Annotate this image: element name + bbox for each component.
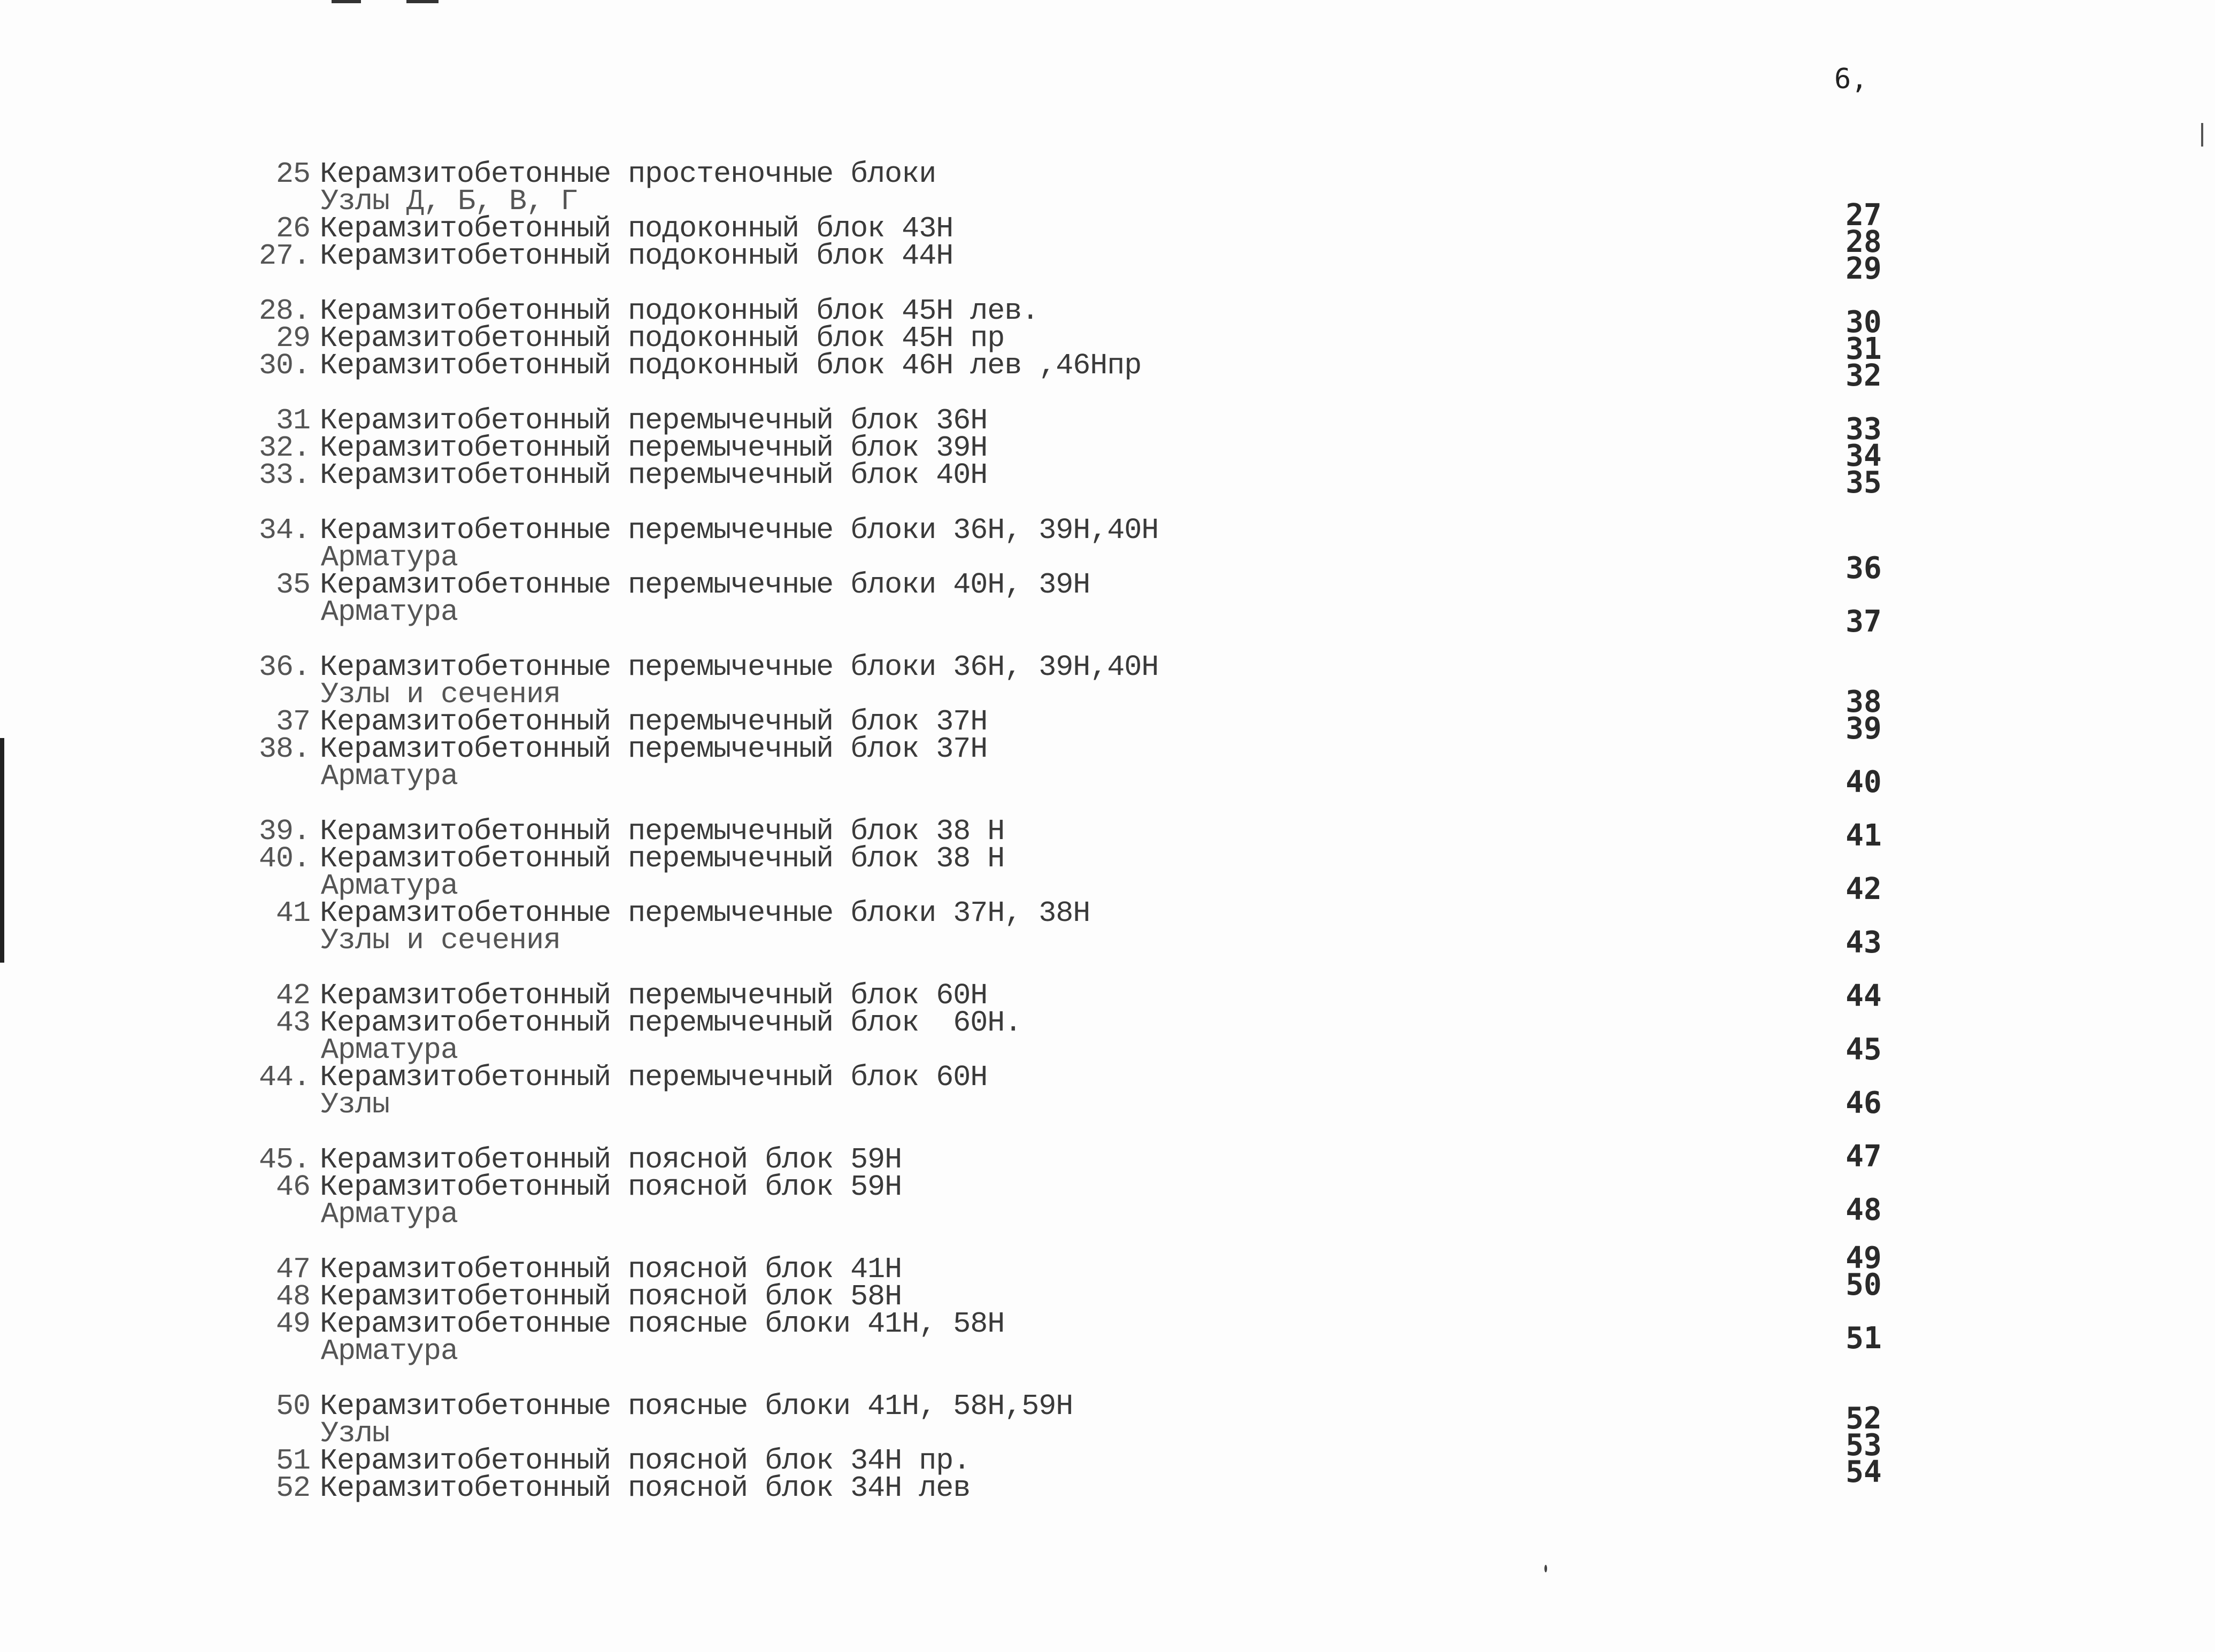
entry-title: Керамзитобетонные перемычечные блоки 37Н, 38Н xyxy=(320,896,1090,930)
list-item xyxy=(235,650,1733,711)
sheet-number: 47 xyxy=(1845,1139,1882,1174)
sheet-number: 51 xyxy=(1845,1321,1882,1356)
entry-line xyxy=(235,349,1733,382)
list-item xyxy=(235,239,1733,273)
entry-title: Керамзитобетонные простеночные блоки xyxy=(320,157,936,191)
entry-title: Керамзитобетонный перемычечный блок 38 Н xyxy=(320,842,1005,875)
entry-number: 47 xyxy=(275,1253,310,1286)
list-item xyxy=(235,404,1733,437)
entry-title: Керамзитобетонные поясные блоки 41Н, 58Н,59Н xyxy=(320,1389,1073,1423)
entry-number: 43 xyxy=(275,1006,310,1040)
entry-line xyxy=(235,458,1733,492)
scan-speck xyxy=(1544,1565,1547,1572)
entry-number: 27. xyxy=(258,239,310,273)
entry-title: Керамзитобетонный перемычечный блок 40Н xyxy=(320,458,988,492)
entry-title: Керамзитобетонный перемычечный блок 37Н xyxy=(320,705,988,739)
sheet-number: 35 xyxy=(1845,465,1882,500)
sheet-number: 28 xyxy=(1845,225,1882,259)
sheet-number: 31 xyxy=(1845,332,1882,366)
entry-title: Керамзитобетонные перемычечные блоки 36Н, 39Н,40Н xyxy=(320,513,1159,547)
page-number: 6, xyxy=(1834,63,1868,95)
scan-top-mark xyxy=(406,0,439,3)
entry-number: 25 xyxy=(275,157,310,191)
list-item xyxy=(235,1170,1733,1231)
sheet-number: 54 xyxy=(1845,1455,1882,1489)
entry-number: 29 xyxy=(275,321,310,355)
entry-title: Керамзитобетонный перемычечный блок 36Н xyxy=(320,404,988,437)
list-item xyxy=(235,815,1733,848)
list-item xyxy=(235,1444,1733,1478)
list-item xyxy=(235,1253,1733,1286)
list-item xyxy=(235,1389,1733,1450)
list-item xyxy=(235,349,1733,382)
entry-number: 32. xyxy=(258,431,310,465)
entry-title: Керамзитобетонный подоконный блок 45Н лев. xyxy=(320,294,1039,328)
sheet-number: 52 xyxy=(1845,1401,1882,1436)
entry-number: 51 xyxy=(275,1444,310,1478)
entry-number: 31 xyxy=(275,404,310,437)
list-item xyxy=(235,979,1733,1012)
entry-subtitle: Арматура xyxy=(321,759,458,793)
entry-line xyxy=(235,705,1733,739)
list-item xyxy=(235,157,1733,218)
entry-line xyxy=(235,1170,1733,1204)
entry-line xyxy=(235,1280,1733,1313)
entry-line xyxy=(235,513,1733,547)
entry-number: 30. xyxy=(258,349,310,382)
list-item xyxy=(235,568,1733,629)
entry-line xyxy=(235,1444,1733,1478)
entry-subtitle: Арматура xyxy=(321,1033,458,1067)
entry-title: Керамзитобетонный перемычечный блок 60Н. xyxy=(320,1006,1022,1040)
list-item xyxy=(235,1471,1733,1505)
entry-subtitle: Узлы xyxy=(321,1088,390,1121)
entry-title: Керамзитобетонный перемычечный блок 39Н xyxy=(320,431,988,465)
entry-subtitle: Арматура xyxy=(321,595,458,629)
entry-line xyxy=(235,568,1733,602)
list-item xyxy=(235,1143,1733,1177)
contents-list xyxy=(235,157,1733,1505)
scan-edge-mark xyxy=(0,738,4,963)
list-item xyxy=(235,1307,1733,1368)
entry-title: Керамзитобетонный подоконный блок 46Н лев ,46Нпр xyxy=(320,349,1142,382)
list-item xyxy=(235,1280,1733,1313)
entry-number: 46 xyxy=(275,1170,310,1204)
entry-line xyxy=(235,979,1733,1012)
sheet-number: 50 xyxy=(1845,1267,1882,1302)
entry-number: 33. xyxy=(258,458,310,492)
list-item xyxy=(235,458,1733,492)
sheet-number: 41 xyxy=(1845,818,1882,853)
entry-number: 39. xyxy=(258,815,310,848)
entry-subtitle: Узлы xyxy=(321,1417,390,1450)
entry-line xyxy=(235,1471,1733,1505)
entry-number: 34. xyxy=(258,513,310,547)
list-item xyxy=(235,294,1733,328)
entry-number: 26 xyxy=(275,212,310,245)
entry-line xyxy=(235,815,1733,848)
entry-subtitle: Арматура xyxy=(321,869,458,903)
entry-subtitle: Узлы Д, Б, В, Г xyxy=(321,185,578,218)
entry-line xyxy=(235,1006,1733,1040)
list-item xyxy=(235,705,1733,739)
sheet-number: 38 xyxy=(1845,685,1882,719)
entry-line xyxy=(235,404,1733,437)
entry-number: 37 xyxy=(275,705,310,739)
entry-subtitle: Узлы и сечения xyxy=(321,924,561,957)
entry-number: 41 xyxy=(275,896,310,930)
entry-line xyxy=(235,157,1733,191)
entry-line xyxy=(235,1389,1733,1423)
sheet-number: 32 xyxy=(1845,358,1882,393)
entry-line xyxy=(235,896,1733,930)
entry-title: Керамзитобетонный поясной блок 59Н xyxy=(320,1170,902,1204)
entry-title: Керамзитобетонный поясной блок 41Н xyxy=(320,1253,902,1286)
sheet-number: 33 xyxy=(1845,412,1882,447)
entry-line xyxy=(235,212,1733,245)
entry-line xyxy=(235,1307,1733,1341)
sheet-number: 43 xyxy=(1845,925,1882,960)
entry-title: Керамзитобетонные перемычечные блоки 36Н, 39Н,40Н xyxy=(320,650,1159,684)
entry-line xyxy=(235,650,1733,684)
entry-number: 45. xyxy=(258,1143,310,1177)
entry-title: Керамзитобетонные перемычечные блоки 40Н, 39Н xyxy=(320,568,1090,602)
entry-line xyxy=(235,1253,1733,1286)
list-item xyxy=(235,513,1733,574)
entry-line xyxy=(235,732,1733,766)
entry-title: Керамзитобетонный поясной блок 34Н лев xyxy=(320,1471,971,1505)
entry-number: 52 xyxy=(275,1471,310,1505)
entry-line xyxy=(235,239,1733,273)
sheet-number: 27 xyxy=(1845,198,1882,233)
entry-line xyxy=(235,294,1733,328)
entry-number: 49 xyxy=(275,1307,310,1341)
sheet-number: 36 xyxy=(1845,551,1882,586)
entry-number: 42 xyxy=(275,979,310,1012)
entry-title: Керамзитобетонный поясной блок 34Н пр. xyxy=(320,1444,971,1478)
entry-number: 44. xyxy=(258,1061,310,1094)
list-item xyxy=(235,842,1733,903)
sheet-number: 34 xyxy=(1845,439,1882,473)
list-item xyxy=(235,321,1733,355)
entry-subtitle: Узлы и сечения xyxy=(321,678,561,711)
sheet-number: 45 xyxy=(1845,1032,1882,1067)
entry-number: 28. xyxy=(258,294,310,328)
entry-number: 40. xyxy=(258,842,310,875)
list-item xyxy=(235,431,1733,465)
entry-number: 36. xyxy=(258,650,310,684)
entry-title: Керамзитобетонный перемычечный блок 38 Н xyxy=(320,815,1005,848)
entry-line xyxy=(235,431,1733,465)
entry-title: Керамзитобетонный перемычечный блок 60Н xyxy=(320,979,988,1012)
sheet-number: 46 xyxy=(1845,1086,1882,1120)
entry-number: 35 xyxy=(275,568,310,602)
list-item xyxy=(235,732,1733,793)
margin-tick xyxy=(2201,123,2203,147)
list-item xyxy=(235,1006,1733,1067)
entry-subtitle: Арматура xyxy=(321,1334,458,1368)
entry-number: 38. xyxy=(258,732,310,766)
list-item xyxy=(235,212,1733,245)
sheet-number: 29 xyxy=(1845,251,1882,286)
entry-title: Керамзитобетонный поясной блок 59Н xyxy=(320,1143,902,1177)
scan-top-mark xyxy=(332,0,361,3)
entry-line xyxy=(235,1143,1733,1177)
entry-number: 48 xyxy=(275,1280,310,1313)
entry-subtitle: Арматура xyxy=(321,541,458,574)
sheet-number: 42 xyxy=(1845,872,1882,906)
entry-line xyxy=(235,842,1733,875)
entry-subtitle: Арматура xyxy=(321,1197,458,1231)
sheet-number: 53 xyxy=(1845,1428,1882,1463)
sheet-number: 49 xyxy=(1845,1241,1882,1276)
list-item xyxy=(235,1061,1733,1121)
sheet-number: 30 xyxy=(1845,305,1882,340)
entry-title: Керамзитобетонный перемычечный блок 37Н xyxy=(320,732,988,766)
entry-line xyxy=(235,1061,1733,1094)
entry-title: Керамзитобетонный перемычечный блок 60Н xyxy=(320,1061,988,1094)
sheet-number: 40 xyxy=(1845,765,1882,800)
sheet-number: 48 xyxy=(1845,1193,1882,1227)
entry-title: Керамзитобетонный подоконный блок 44Н xyxy=(320,239,953,273)
entry-line xyxy=(235,321,1733,355)
entry-title: Керамзитобетонные поясные блоки 41Н, 58Н xyxy=(320,1307,1005,1341)
entry-number: 50 xyxy=(275,1389,310,1423)
sheet-number: 39 xyxy=(1845,711,1882,746)
entry-title: Керамзитобетонный подоконный блок 45Н пр xyxy=(320,321,1005,355)
entry-title: Керамзитобетонный поясной блок 58Н xyxy=(320,1280,902,1313)
sheet-number: 44 xyxy=(1845,979,1882,1013)
sheet-number: 37 xyxy=(1845,604,1882,639)
list-item xyxy=(235,896,1733,957)
entry-title: Керамзитобетонный подоконный блок 43Н xyxy=(320,212,953,245)
